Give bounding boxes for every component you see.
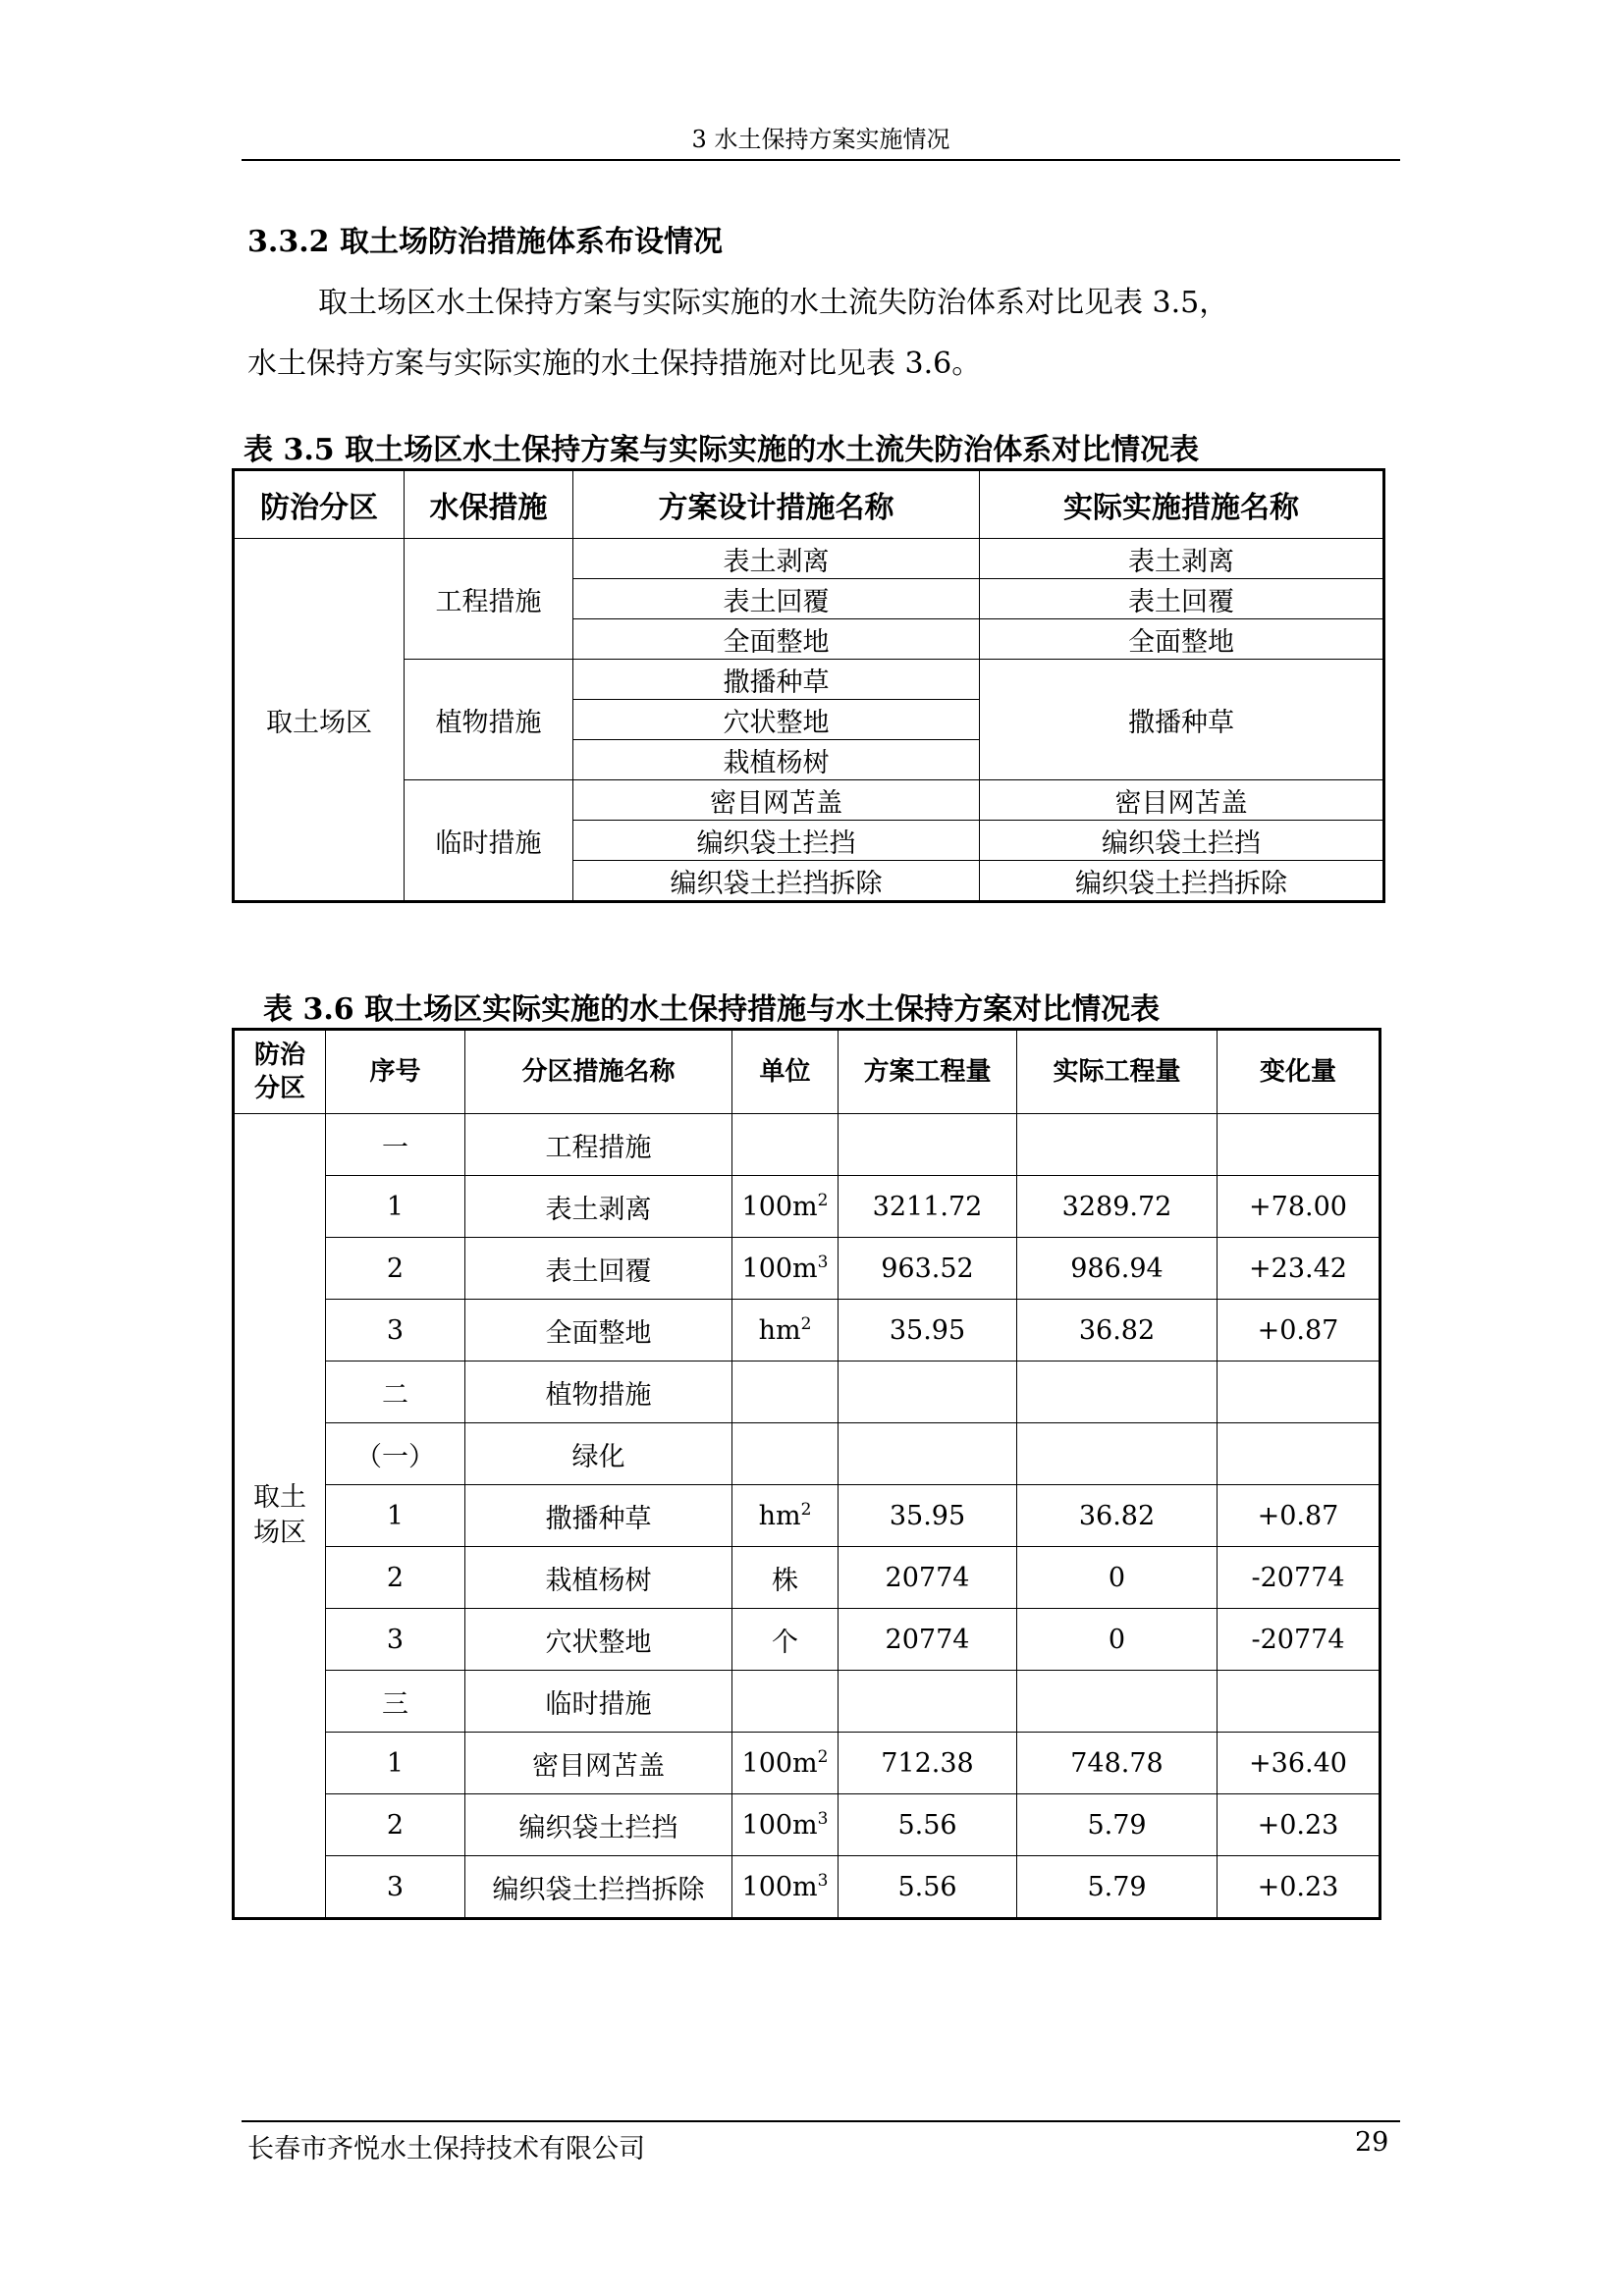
- table-3-5: [232, 468, 1385, 903]
- seq-cell: 三: [326, 1671, 465, 1733]
- measure-name-cell: 绿化: [465, 1423, 732, 1485]
- header-zone-line-1: 防治: [253, 1041, 305, 1070]
- planned-measure-cell: 栽植杨树: [573, 740, 980, 780]
- seq-cell: 3: [326, 1300, 465, 1362]
- change-cell: +0.23: [1218, 1794, 1380, 1856]
- actual-measure-cell: 编织袋土拦挡拆除: [980, 861, 1384, 902]
- running-header: 3 水土保持方案实施情况: [691, 126, 950, 153]
- planned-measure-cell: 穴状整地: [573, 700, 980, 740]
- unit-cell: [732, 1609, 839, 1671]
- unit-base: hm: [758, 1315, 801, 1346]
- paragraph-2: 水土保持方案与实际实施的水土保持措施对比见表 3.6。: [247, 347, 982, 381]
- unit-exponent: 3: [817, 1253, 829, 1272]
- measure-name-cell: 工程措施: [465, 1114, 732, 1176]
- table-row: [234, 1114, 1380, 1176]
- actual-quantity-cell: 986.94: [1017, 1238, 1218, 1300]
- actual-quantity-cell: [1017, 1114, 1218, 1176]
- planned-quantity-cell: 963.52: [839, 1238, 1017, 1300]
- table-row: [234, 1485, 1380, 1547]
- unit-cell: [732, 1362, 839, 1423]
- change-cell: [1218, 1362, 1380, 1423]
- planned-quantity-cell: 3211.72: [839, 1176, 1017, 1238]
- unit-base: 100m: [741, 1748, 818, 1779]
- unit-cell: [732, 1238, 839, 1300]
- measure-name-cell: 密目网苫盖: [465, 1733, 732, 1794]
- measure-name-cell: 表土剥离: [465, 1176, 732, 1238]
- zone-line-2: 场区: [253, 1518, 306, 1548]
- unit-exponent: 2: [800, 1500, 812, 1520]
- unit-cell: [732, 1794, 839, 1856]
- actual-measure-cell: 表土回覆: [980, 579, 1384, 619]
- zone-cell: [234, 1114, 326, 1919]
- actual-measure-cell: 全面整地: [980, 619, 1384, 660]
- seq-cell: 1: [326, 1485, 465, 1547]
- measure-type-cell: 工程措施: [405, 539, 573, 660]
- change-cell: -20774: [1218, 1547, 1380, 1609]
- header-cell-plan: 方案工程量: [839, 1030, 1017, 1114]
- unit-base: 100m: [741, 1192, 818, 1222]
- header-cell: 水保措施: [405, 470, 573, 539]
- planned-quantity-cell: [839, 1671, 1017, 1733]
- actual-measure-cell: 编织袋土拦挡: [980, 821, 1384, 861]
- actual-measure-cell: 表土剥离: [980, 539, 1384, 579]
- seq-cell: 2: [326, 1547, 465, 1609]
- change-cell: +23.42: [1218, 1238, 1380, 1300]
- header-cell: 防治分区: [234, 470, 405, 539]
- seq-cell: 二: [326, 1362, 465, 1423]
- unit-base: 100m: [741, 1810, 818, 1841]
- seq-cell: 2: [326, 1238, 465, 1300]
- change-cell: [1218, 1114, 1380, 1176]
- unit-cell: [732, 1485, 839, 1547]
- zone-cell: 取土场区: [234, 539, 405, 902]
- table-row: [234, 1794, 1380, 1856]
- seq-cell: 1: [326, 1176, 465, 1238]
- table-row: [234, 780, 1384, 821]
- change-cell: +36.40: [1218, 1733, 1380, 1794]
- measure-type-cell: 临时措施: [405, 780, 573, 902]
- planned-quantity-cell: 712.38: [839, 1733, 1017, 1794]
- actual-measure-cell: 密目网苫盖: [980, 780, 1384, 821]
- actual-quantity-cell: [1017, 1423, 1218, 1485]
- table-3-6-body: [234, 1114, 1380, 1919]
- unit-base: hm: [758, 1501, 801, 1531]
- unit-exponent: 3: [817, 1871, 829, 1891]
- measure-name-cell: 全面整地: [465, 1300, 732, 1362]
- table-row: [234, 1423, 1380, 1485]
- unit-exponent: 3: [817, 1809, 829, 1829]
- table-header-row: [234, 1030, 1380, 1114]
- paragraph-1: 取土场区水土保持方案与实际实施的水土流失防治体系对比见表 3.5，: [318, 286, 1229, 320]
- planned-quantity-cell: [839, 1423, 1017, 1485]
- unit-cell: [732, 1300, 839, 1362]
- section-title: 3.3.2 取土场防治措施体系布设情况: [247, 225, 723, 259]
- change-cell: [1218, 1423, 1380, 1485]
- measure-name-cell: 编织袋土拦挡拆除: [465, 1856, 732, 1919]
- measure-name-cell: 临时措施: [465, 1671, 732, 1733]
- table-row: [234, 660, 1384, 700]
- header-cell: 方案设计措施名称: [573, 470, 980, 539]
- table-row: [234, 1238, 1380, 1300]
- measure-name-cell: 穴状整地: [465, 1609, 732, 1671]
- unit-cell: [732, 1114, 839, 1176]
- table-row: [234, 539, 1384, 579]
- seq-cell: 2: [326, 1794, 465, 1856]
- actual-quantity-cell: 0: [1017, 1609, 1218, 1671]
- change-cell: [1218, 1671, 1380, 1733]
- planned-measure-cell: 编织袋土拦挡拆除: [573, 861, 980, 902]
- actual-quantity-cell: [1017, 1362, 1218, 1423]
- measure-name-cell: 栽植杨树: [465, 1547, 732, 1609]
- table-row: [234, 1300, 1380, 1362]
- planned-measure-cell: 全面整地: [573, 619, 980, 660]
- measure-name-cell: 植物措施: [465, 1362, 732, 1423]
- planned-quantity-cell: 20774: [839, 1609, 1017, 1671]
- table-3-5-caption: 表 3.5 取土场区水土保持方案与实际实施的水土流失防治体系对比情况表: [244, 433, 1200, 467]
- header-cell: 实际实施措施名称: [980, 470, 1384, 539]
- measure-name-cell: 表土回覆: [465, 1238, 732, 1300]
- planned-quantity-cell: 5.56: [839, 1856, 1017, 1919]
- seq-cell: 1: [326, 1733, 465, 1794]
- seq-cell: 3: [326, 1856, 465, 1919]
- table-row: [234, 1609, 1380, 1671]
- unit-exponent: 2: [817, 1191, 829, 1210]
- change-cell: +78.00: [1218, 1176, 1380, 1238]
- page-number: 29: [1355, 2127, 1389, 2158]
- unit-base: 株: [772, 1565, 798, 1596]
- seq-cell: 一: [326, 1114, 465, 1176]
- header-zone-line-2: 分区: [253, 1074, 305, 1103]
- unit-base: 100m: [741, 1872, 818, 1902]
- planned-measure-cell: 编织袋土拦挡: [573, 821, 980, 861]
- actual-quantity-cell: 3289.72: [1017, 1176, 1218, 1238]
- header-cell-actual: 实际工程量: [1017, 1030, 1218, 1114]
- unit-exponent: 2: [800, 1314, 812, 1334]
- table-3-6: [232, 1028, 1381, 1920]
- footer-rule: [242, 2120, 1400, 2122]
- actual-quantity-cell: 0: [1017, 1547, 1218, 1609]
- unit-cell: [732, 1176, 839, 1238]
- planned-quantity-cell: 35.95: [839, 1485, 1017, 1547]
- table-header-row: [234, 470, 1384, 539]
- measure-type-cell: 植物措施: [405, 660, 573, 780]
- planned-measure-cell: 撒播种草: [573, 660, 980, 700]
- unit-base: 100m: [741, 1254, 818, 1284]
- actual-measure-cell: 撒播种草: [980, 660, 1384, 780]
- planned-measure-cell: 密目网苫盖: [573, 780, 980, 821]
- unit-cell: [732, 1547, 839, 1609]
- header-cell-no: 序号: [326, 1030, 465, 1114]
- planned-quantity-cell: [839, 1114, 1017, 1176]
- actual-quantity-cell: 36.82: [1017, 1485, 1218, 1547]
- measure-name-cell: 编织袋土拦挡: [465, 1794, 732, 1856]
- footer-company: 长春市齐悦水土保持技术有限公司: [247, 2134, 645, 2164]
- unit-cell: [732, 1856, 839, 1919]
- unit-exponent: 2: [817, 1747, 829, 1767]
- change-cell: +0.87: [1218, 1300, 1380, 1362]
- change-cell: +0.23: [1218, 1856, 1380, 1919]
- header-cell-unit: 单位: [732, 1030, 839, 1114]
- unit-base: 个: [772, 1627, 798, 1658]
- planned-measure-cell: 表土剥离: [573, 539, 980, 579]
- table-row: [234, 1176, 1380, 1238]
- table-row: [234, 1733, 1380, 1794]
- change-cell: +0.87: [1218, 1485, 1380, 1547]
- actual-quantity-cell: 36.82: [1017, 1300, 1218, 1362]
- unit-cell: [732, 1423, 839, 1485]
- actual-quantity-cell: 5.79: [1017, 1856, 1218, 1919]
- actual-quantity-cell: 748.78: [1017, 1733, 1218, 1794]
- zone-line-1: 取土: [253, 1482, 306, 1513]
- change-cell: -20774: [1218, 1609, 1380, 1671]
- unit-cell: [732, 1671, 839, 1733]
- planned-measure-cell: 表土回覆: [573, 579, 980, 619]
- header-cell-change: 变化量: [1218, 1030, 1380, 1114]
- header-cell-name: 分区措施名称: [465, 1030, 732, 1114]
- table-row: [234, 1856, 1380, 1919]
- header-rule: [242, 159, 1400, 161]
- seq-cell: 3: [326, 1609, 465, 1671]
- header-cell-zone: [234, 1030, 326, 1114]
- table-row: [234, 1671, 1380, 1733]
- seq-cell: （一）: [326, 1423, 465, 1485]
- planned-quantity-cell: 20774: [839, 1547, 1017, 1609]
- planned-quantity-cell: 5.56: [839, 1794, 1017, 1856]
- table-row: [234, 1547, 1380, 1609]
- measure-name-cell: 撒播种草: [465, 1485, 732, 1547]
- actual-quantity-cell: [1017, 1671, 1218, 1733]
- table-row: [234, 1362, 1380, 1423]
- planned-quantity-cell: [839, 1362, 1017, 1423]
- planned-quantity-cell: 35.95: [839, 1300, 1017, 1362]
- unit-cell: [732, 1733, 839, 1794]
- actual-quantity-cell: 5.79: [1017, 1794, 1218, 1856]
- table-3-6-caption: 表 3.6 取土场区实际实施的水土保持措施与水土保持方案对比情况表: [263, 992, 1161, 1027]
